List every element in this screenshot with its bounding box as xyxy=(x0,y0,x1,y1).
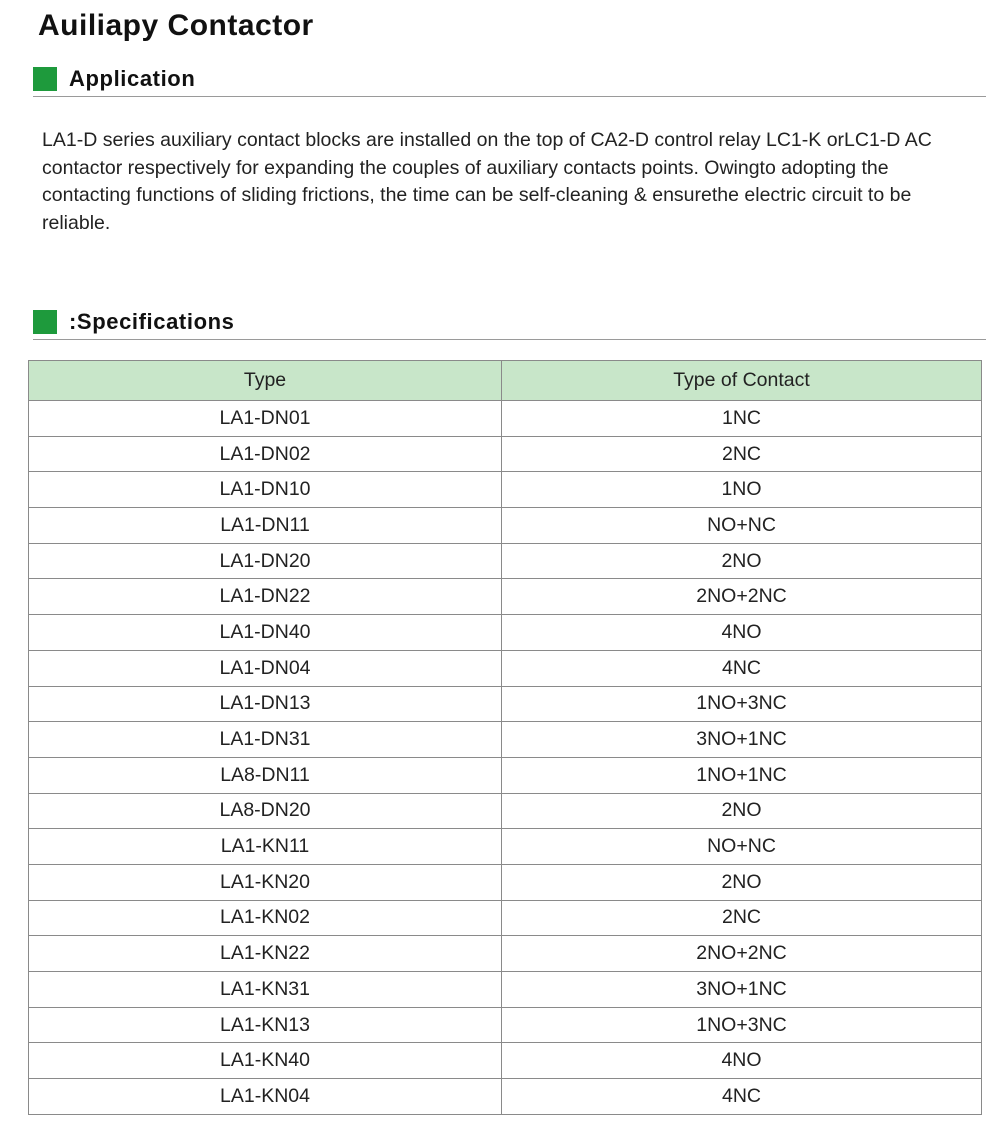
specifications-heading: :Specifications xyxy=(69,309,235,334)
contact-type-cell: 2NO xyxy=(502,543,982,579)
contact-type-cell: 2NO xyxy=(502,793,982,829)
type-cell: LA1-DN13 xyxy=(29,686,502,722)
table-row xyxy=(29,829,982,865)
type-cell: LA1-KN02 xyxy=(29,900,502,936)
contact-type-cell: 4NO xyxy=(502,1043,982,1079)
column-header-type: Type xyxy=(29,361,502,401)
specifications-section-header xyxy=(33,307,986,340)
type-cell: LA1-KN22 xyxy=(29,936,502,972)
type-cell: LA1-KN31 xyxy=(29,972,502,1008)
contact-type-cell: 2NO+2NC xyxy=(502,936,982,972)
contact-type-cell: 2NO+2NC xyxy=(502,579,982,615)
application-heading: Application xyxy=(69,66,196,91)
application-section-header xyxy=(33,64,986,97)
table-row xyxy=(29,757,982,793)
contact-type-cell: 1NC xyxy=(502,401,982,437)
type-cell: LA8-DN11 xyxy=(29,757,502,793)
contact-type-cell: 3NO+1NC xyxy=(502,972,982,1008)
contact-type-cell: 3NO+1NC xyxy=(502,722,982,758)
table-row xyxy=(29,650,982,686)
table-row xyxy=(29,472,982,508)
type-cell: LA8-DN20 xyxy=(29,793,502,829)
type-cell: LA1-DN31 xyxy=(29,722,502,758)
table-header-row xyxy=(29,361,982,401)
contact-type-cell: 1NO+1NC xyxy=(502,757,982,793)
contact-type-cell: 4NC xyxy=(502,650,982,686)
contact-type-cell: 1NO+3NC xyxy=(502,686,982,722)
table-row xyxy=(29,936,982,972)
table-row xyxy=(29,508,982,544)
specifications-table xyxy=(28,360,982,1115)
table-row xyxy=(29,900,982,936)
contact-type-cell: 4NO xyxy=(502,615,982,651)
contact-type-cell: 2NC xyxy=(502,900,982,936)
type-cell: LA1-KN40 xyxy=(29,1043,502,1079)
table-row xyxy=(29,579,982,615)
contact-type-cell: 4NC xyxy=(502,1079,982,1115)
type-cell: LA1-DN04 xyxy=(29,650,502,686)
type-cell: LA1-DN02 xyxy=(29,436,502,472)
type-cell: LA1-DN10 xyxy=(29,472,502,508)
table-row xyxy=(29,1007,982,1043)
contact-type-cell: NO+NC xyxy=(502,829,982,865)
table-row xyxy=(29,722,982,758)
type-cell: LA1-KN13 xyxy=(29,1007,502,1043)
type-cell: LA1-DN20 xyxy=(29,543,502,579)
type-cell: LA1-KN04 xyxy=(29,1079,502,1115)
type-cell: LA1-KN20 xyxy=(29,864,502,900)
green-square-icon xyxy=(33,67,57,91)
contact-type-cell: NO+NC xyxy=(502,508,982,544)
table-row xyxy=(29,686,982,722)
table-row xyxy=(29,615,982,651)
table-row xyxy=(29,436,982,472)
table-row xyxy=(29,972,982,1008)
contact-type-cell: 1NO+3NC xyxy=(502,1007,982,1043)
contact-type-cell: 1NO xyxy=(502,472,982,508)
table-row xyxy=(29,864,982,900)
contact-type-cell: 2NC xyxy=(502,436,982,472)
type-cell: LA1-DN22 xyxy=(29,579,502,615)
green-square-icon xyxy=(33,310,57,334)
page-title: Auiliapy Contactor xyxy=(38,9,314,42)
table-row xyxy=(29,543,982,579)
table-row xyxy=(29,401,982,437)
type-cell: LA1-DN01 xyxy=(29,401,502,437)
table-body xyxy=(29,401,982,1115)
column-header-type-of-contact: Type of Contact xyxy=(502,361,982,401)
type-cell: LA1-DN40 xyxy=(29,615,502,651)
type-cell: LA1-DN11 xyxy=(29,508,502,544)
application-description: LA1-D series auxiliary contact blocks are installed on the top of CA2-D control relay LC1-K orLC1-D AC contactor respectively for expanding the couples of auxiliary contacts points. Owingto adopting the contacting functions of sliding frictions, the time can be self-cleaning & ensurethe electric circuit to be reliable. xyxy=(42,129,932,234)
table-row xyxy=(29,1079,982,1115)
type-cell: LA1-KN11 xyxy=(29,829,502,865)
table-row xyxy=(29,1043,982,1079)
contact-type-cell: 2NO xyxy=(502,864,982,900)
table-row xyxy=(29,793,982,829)
